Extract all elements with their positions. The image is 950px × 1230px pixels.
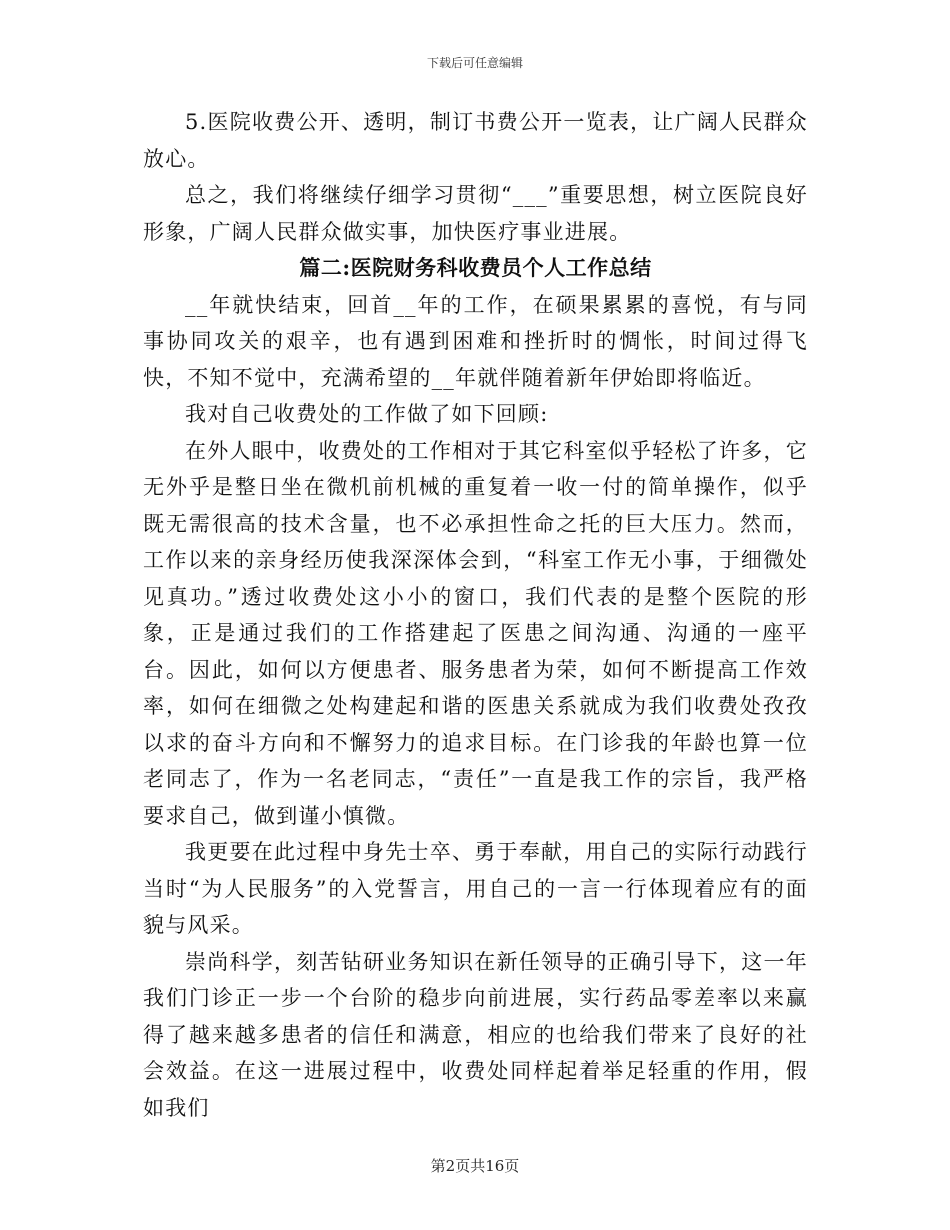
paragraph-science: 崇尚科学，刻苦钻研业务知识在新任领导的正确引导下，这一年我们门诊正一步一个台阶的稳步向前进展，实行药品零差率以来赢得了越来越多患者的信任和满意，相应的也给我们带来了良好的社会效益。在这一进展过程中，收费处同样起着举足轻重的作用，假如我们 — [143, 949, 808, 1120]
paragraph-dedication: 我更要在此过程中身先士卒、勇于奉献，用自己的实际行动践行当时“为人民服务”的入党誓言，用自己的一言一行体现着应有的面貌与风采。 — [143, 840, 808, 937]
paragraph-conclusion: 总之，我们将继续仔细学习贯彻“___”重要思想，树立医院良好形象，广阔人民群众做实事，加快医疗事业进展。 — [143, 183, 808, 244]
paragraph-item-5: 5.医院收费公开、透明，制订书费公开一览表，让广阔人民群众放心。 — [143, 110, 808, 171]
page-number-footer: 第2页共16页 — [430, 1157, 520, 1175]
document-body — [143, 104, 808, 1126]
paragraph-work-description: 在外人眼中，收费处的工作相对于其它科室似乎轻松了许多，它无外乎是整日坐在微机前机械的重复着一收一付的简单操作，似乎既无需很高的技术含量，也不必承担性命之托的巨大压力。然而，工作以来的亲身经历使我深深体会到，“科室工作无小事，于细微处见真功。”透过收费处这小小的窗口，我们代表的是整个医院的形象，正是通过我们的工作搭建起了医患之间沟通、沟通的一座平台。因此，如何以方便患者、服务患者为荣，如何不断提高工作效率，如何在细微之处构建起和谐的医患关系就成为我们收费处孜孜以求的奋斗方向和不懈努力的追求目标。在门诊我的年龄也算一位老同志了，作为一名老同志，“责任”一直是我工作的宗旨，我严格要求自己，做到谨小慎微。 — [143, 438, 808, 828]
section-heading: 篇二:医院财务科收费员个人工作总结 — [299, 255, 652, 280]
paragraph-intro: __年就快结束，回首__年的工作，在硕果累累的喜悦，有与同事协同攻关的艰辛，也有遇到困难和挫折时的惆怅，时间过得飞快，不知不觉中，充满希望的__年就伴随着新年伊始即将临近。 — [143, 292, 808, 390]
paragraph-review: 我对自己收费处的工作做了如下回顾: — [185, 402, 549, 426]
page-header-note: 下载后可任意编辑 — [426, 56, 523, 70]
